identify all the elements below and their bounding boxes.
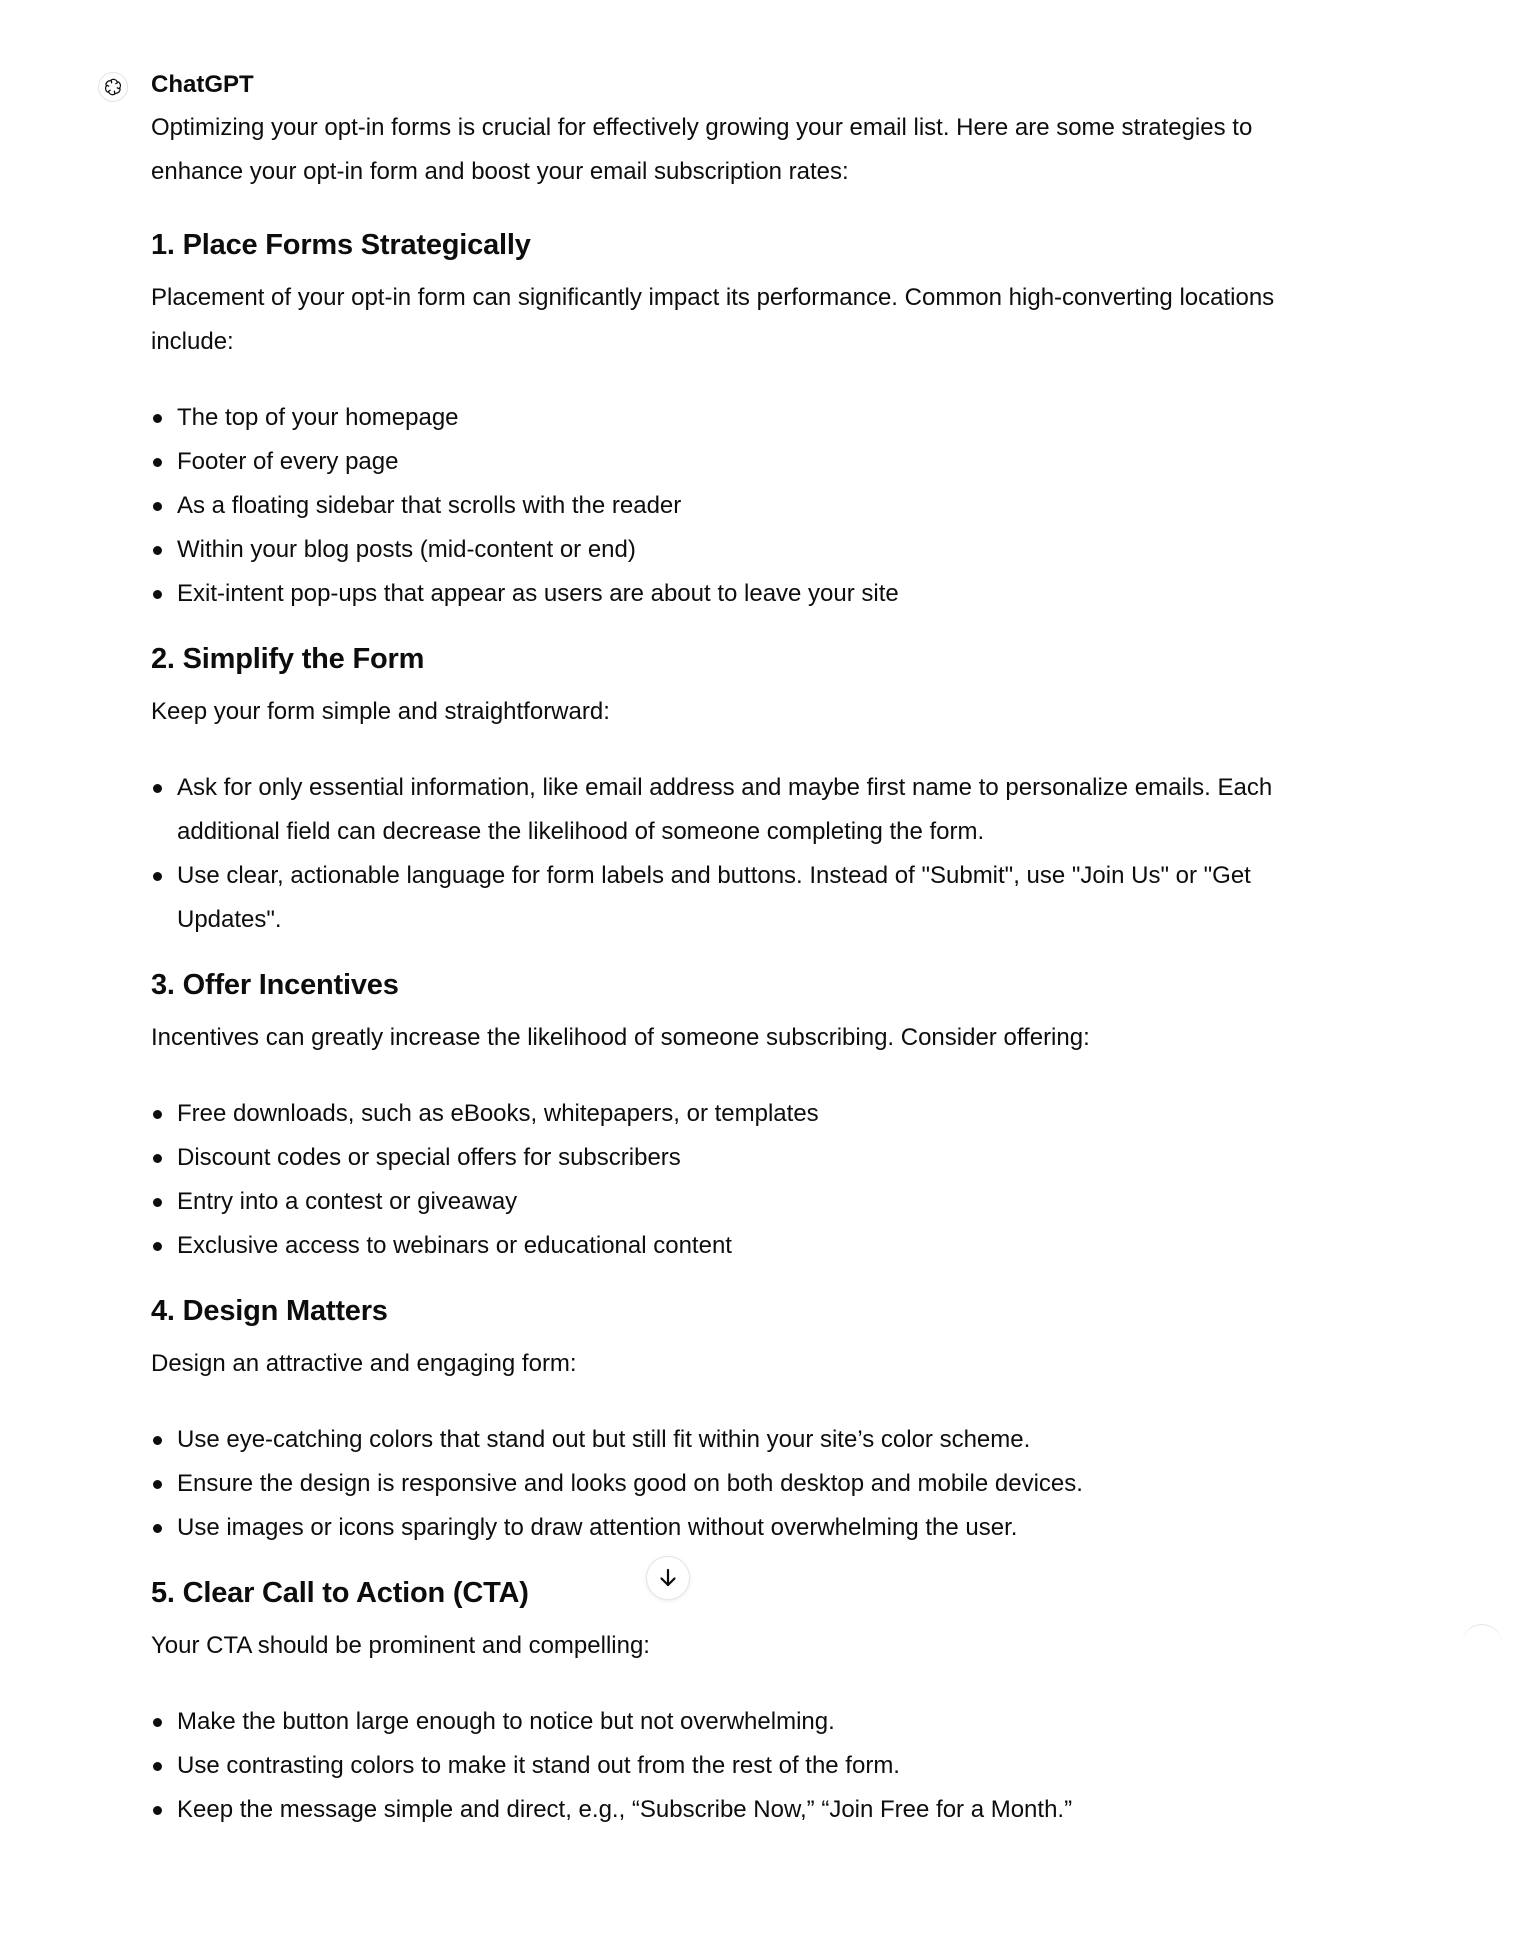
section-clear-cta bbox=[151, 1574, 1301, 1832]
list-item: Footer of every page bbox=[151, 440, 1301, 484]
list-item: Discount codes or special offers for subscribers bbox=[151, 1136, 1301, 1180]
assistant-avatar bbox=[98, 72, 128, 102]
list-item: Ensure the design is responsive and looks good on both desktop and mobile devices. bbox=[151, 1462, 1301, 1506]
list-item: Ask for only essential information, like email address and maybe first name to personalize emails. Each additional field can decrease the likelihood of someone completing the form. bbox=[151, 766, 1301, 854]
list-item: Entry into a contest or giveaway bbox=[151, 1180, 1301, 1224]
list-item: Within your blog posts (mid-content or end) bbox=[151, 528, 1301, 572]
list-item: As a floating sidebar that scrolls with the reader bbox=[151, 484, 1301, 528]
scroll-to-bottom-button[interactable] bbox=[646, 1556, 690, 1600]
section-heading: 1. Place Forms Strategically bbox=[151, 229, 531, 261]
list-item: Exclusive access to webinars or educational content bbox=[151, 1224, 1301, 1268]
section-heading: 2. Simplify the Form bbox=[151, 643, 425, 675]
section-lead: Placement of your opt-in form can significantly impact its performance. Common high-converting locations include: bbox=[151, 284, 1275, 355]
section-lead: Design an attractive and engaging form: bbox=[151, 1350, 577, 1377]
bullet-list bbox=[151, 1092, 1301, 1268]
list-item: Use eye-catching colors that stand out but still fit within your site’s color scheme. bbox=[151, 1418, 1301, 1462]
section-lead: Incentives can greatly increase the likelihood of someone subscribing. Consider offering: bbox=[151, 1024, 1090, 1051]
arrow-down-icon bbox=[656, 1566, 680, 1590]
section-heading: 5. Clear Call to Action (CTA) bbox=[151, 1577, 529, 1609]
list-item: Use contrasting colors to make it stand out from the rest of the form. bbox=[151, 1744, 1301, 1788]
section-lead: Keep your form simple and straightforward: bbox=[151, 698, 610, 725]
list-item: Make the button large enough to notice but not overwhelming. bbox=[151, 1700, 1301, 1744]
section-simplify-form bbox=[151, 640, 1301, 942]
message-author: ChatGPT bbox=[151, 71, 254, 98]
bullet-list bbox=[151, 766, 1301, 942]
section-lead: Your CTA should be prominent and compelling: bbox=[151, 1632, 650, 1659]
openai-logo-icon bbox=[102, 76, 124, 98]
list-item: Use clear, actionable language for form labels and buttons. Instead of "Submit", use "Join Us" or "Get Updates". bbox=[151, 854, 1301, 942]
section-place-forms bbox=[151, 226, 1301, 616]
section-heading: 4. Design Matters bbox=[151, 1295, 388, 1327]
list-item: Exit-intent pop-ups that appear as users are about to leave your site bbox=[151, 572, 1301, 616]
list-item: The top of your homepage bbox=[151, 396, 1301, 440]
section-offer-incentives bbox=[151, 966, 1301, 1268]
bullet-list bbox=[151, 1700, 1301, 1832]
message-body bbox=[151, 106, 1301, 1856]
list-item: Keep the message simple and direct, e.g., “Subscribe Now,” “Join Free for a Month.” bbox=[151, 1788, 1301, 1832]
intro-paragraph: Optimizing your opt-in forms is crucial for effectively growing your email list. Here are some strategies to enhance your opt-in form and boost your email subscription rates: bbox=[151, 114, 1253, 185]
list-item: Use images or icons sparingly to draw attention without overwhelming the user. bbox=[151, 1506, 1301, 1550]
bullet-list bbox=[151, 396, 1301, 616]
list-item: Free downloads, such as eBooks, whitepapers, or templates bbox=[151, 1092, 1301, 1136]
section-heading: 3. Offer Incentives bbox=[151, 969, 399, 1001]
bullet-list bbox=[151, 1418, 1301, 1550]
partial-button-edge bbox=[1462, 1624, 1502, 1664]
section-design-matters bbox=[151, 1292, 1301, 1550]
